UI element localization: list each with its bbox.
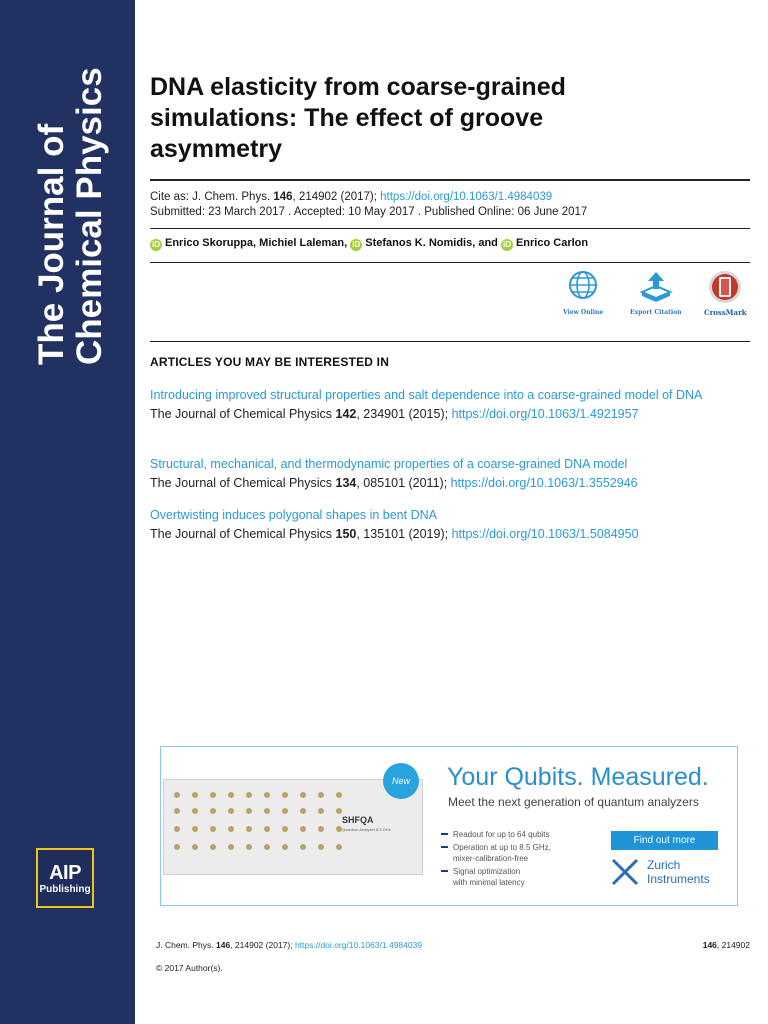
- ad-bullet-line: Operation at up to 8.5 GHz,: [453, 843, 551, 852]
- related-volume: 150: [335, 527, 357, 541]
- device-port: [174, 792, 180, 798]
- journal-title-line1: The Journal of: [32, 123, 71, 365]
- device-port: [336, 844, 342, 850]
- device-port: [192, 808, 198, 814]
- journal-sidebar: [0, 0, 135, 1024]
- related-article: [150, 456, 750, 492]
- globe-icon: [568, 270, 598, 300]
- device-port: [318, 844, 324, 850]
- ad-bullet: [453, 866, 525, 888]
- ad-subheadline: Meet the next generation of quantum analyzers: [448, 795, 699, 809]
- device-port: [318, 826, 324, 832]
- device-port: [246, 808, 252, 814]
- author-separator: , and: [472, 237, 501, 249]
- device-port: [282, 792, 288, 798]
- device-port: [300, 808, 306, 814]
- device-port: [174, 808, 180, 814]
- related-pages: , 135101 (2019);: [356, 527, 452, 541]
- footer-cite-suffix: , 214902 (2017);: [230, 940, 295, 950]
- footer-copyright: © 2017 Author(s).: [156, 963, 223, 973]
- divider-tools: [150, 262, 750, 263]
- divider-authors: [150, 228, 750, 229]
- author-name[interactable]: Michiel Laleman: [259, 237, 345, 249]
- related-article: [150, 507, 750, 543]
- device-label: SHFQA: [342, 815, 374, 825]
- device-sublabel: Quantum Analyzer 8.5 GHz: [342, 827, 391, 832]
- ad-bullet-line: mixer-calibration-free: [453, 854, 529, 863]
- orcid-icon[interactable]: iD: [352, 240, 361, 249]
- device-port: [210, 826, 216, 832]
- device-port: [192, 792, 198, 798]
- device-port: [282, 808, 288, 814]
- device-port: [264, 792, 270, 798]
- export-icon: [638, 270, 674, 304]
- ad-bullet-line: with minimal latency: [453, 878, 525, 887]
- device-port: [300, 792, 306, 798]
- logo-text-aip: AIP: [49, 862, 81, 884]
- related-article: [150, 387, 750, 423]
- related-journal: The Journal of Chemical Physics: [150, 527, 336, 541]
- zurich-instruments-wordmark: [647, 858, 710, 886]
- device-port: [228, 844, 234, 850]
- device-port: [336, 808, 342, 814]
- device-port: [318, 792, 324, 798]
- author-list: [150, 237, 588, 251]
- device-port: [210, 808, 216, 814]
- related-article-citation: [150, 526, 750, 543]
- related-journal: The Journal of Chemical Physics: [150, 476, 336, 490]
- related-doi-link[interactable]: https://doi.org/10.1063/1.5084950: [451, 527, 639, 541]
- crossmark-label: CrossMark: [704, 308, 747, 317]
- view-online-label: View Online: [563, 309, 604, 316]
- author-separator: ,: [253, 237, 260, 249]
- related-journal: The Journal of Chemical Physics: [150, 407, 336, 421]
- related-article-title[interactable]: Overtwisting induces polygonal shapes in bent DNA: [150, 508, 437, 522]
- device-port: [228, 792, 234, 798]
- ad-bullet: [453, 842, 551, 864]
- author-name[interactable]: Stefanos K. Nomidis: [365, 237, 473, 249]
- device-port: [210, 792, 216, 798]
- related-article-title[interactable]: Structural, mechanical, and thermodynamic properties of a coarse-grained DNA model: [150, 457, 628, 471]
- journal-title: [33, 45, 109, 365]
- orcid-icon[interactable]: iD: [502, 240, 511, 249]
- crossmark-button[interactable]: [704, 270, 747, 317]
- device-port: [282, 844, 288, 850]
- device-port: [192, 844, 198, 850]
- device-port: [246, 792, 252, 798]
- journal-title-line2: Chemical Physics: [70, 67, 109, 365]
- device-port: [246, 826, 252, 832]
- brand-line: Instruments: [647, 872, 710, 886]
- logo-text-publishing: Publishing: [39, 884, 91, 895]
- cite-volume: 146: [273, 191, 293, 203]
- cite-prefix: Cite as: J. Chem. Phys.: [150, 191, 274, 203]
- related-article-citation: [150, 475, 750, 492]
- ad-bullet-line: Signal optimization: [453, 867, 521, 876]
- brand-line: Zurich: [647, 858, 681, 872]
- device-port: [300, 844, 306, 850]
- footer-cite-volume: 146: [216, 940, 231, 950]
- citation-line: [150, 190, 552, 205]
- device-port: [174, 844, 180, 850]
- related-article-title[interactable]: Introducing improved structural properties and salt dependence into a coarse-grained model of DNA: [150, 388, 703, 402]
- crossmark-icon: [707, 270, 743, 304]
- related-doi-link[interactable]: https://doi.org/10.1063/1.4921957: [451, 407, 639, 421]
- footer-citation: [156, 940, 422, 950]
- footer-page-volume: 146: [702, 940, 717, 950]
- related-pages: , 234901 (2015);: [356, 407, 452, 421]
- device-port: [264, 826, 270, 832]
- related-doi-link[interactable]: https://doi.org/10.1063/1.3552946: [450, 476, 638, 490]
- ad-headline: Your Qubits. Measured.: [447, 763, 709, 791]
- article-title: DNA elasticity from coarse-grained simulations: The effect of groove asymmetry: [150, 73, 566, 163]
- article-doi-link[interactable]: https://doi.org/10.1063/1.4984039: [380, 191, 553, 203]
- related-volume: 142: [335, 407, 357, 421]
- device-port: [246, 844, 252, 850]
- footer-page-suffix: , 214902: [716, 940, 750, 950]
- ad-bullet: Readout for up to 64 qubits: [453, 830, 550, 839]
- device-port: [318, 808, 324, 814]
- zurich-instruments-logo-icon: [610, 857, 640, 887]
- publication-dates: Submitted: 23 March 2017 . Accepted: 10 May 2017 . Published Online: 06 June 2017: [150, 206, 588, 218]
- footer-cite-prefix: J. Chem. Phys.: [156, 940, 216, 950]
- author-name[interactable]: Enrico Carlon: [515, 237, 589, 249]
- footer-doi-link[interactable]: https://doi.org/10.1063/1.4984039: [294, 940, 423, 950]
- new-badge: New: [383, 763, 419, 799]
- advertisement-banner[interactable]: [160, 746, 738, 906]
- export-citation-button[interactable]: [630, 270, 682, 316]
- divider-top: [150, 179, 750, 181]
- related-pages: , 085101 (2011);: [356, 476, 451, 490]
- footer-page-number: [703, 940, 750, 950]
- device-port: [264, 844, 270, 850]
- related-article-citation: [150, 406, 750, 423]
- device-port: [174, 826, 180, 832]
- cite-suffix: , 214902 (2017);: [292, 191, 381, 203]
- device-port: [210, 844, 216, 850]
- device-port: [228, 826, 234, 832]
- device-port: [282, 826, 288, 832]
- device-image: [163, 779, 423, 875]
- export-citation-label: Export Citation: [630, 309, 682, 316]
- device-port: [192, 826, 198, 832]
- divider-related: [150, 341, 750, 342]
- device-port: [336, 792, 342, 798]
- related-volume: 134: [335, 476, 357, 490]
- author-name[interactable]: Enrico Skoruppa: [165, 237, 254, 249]
- find-out-more-button[interactable]: Find out more: [611, 831, 718, 850]
- aip-publishing-logo[interactable]: [36, 848, 94, 908]
- view-online-button[interactable]: [563, 270, 603, 316]
- device-port: [300, 826, 306, 832]
- author-separator: ,: [344, 237, 351, 249]
- orcid-icon[interactable]: iD: [152, 240, 160, 249]
- device-port: [228, 808, 234, 814]
- related-articles-heading: ARTICLES YOU MAY BE INTERESTED IN: [150, 355, 390, 369]
- device-port: [264, 808, 270, 814]
